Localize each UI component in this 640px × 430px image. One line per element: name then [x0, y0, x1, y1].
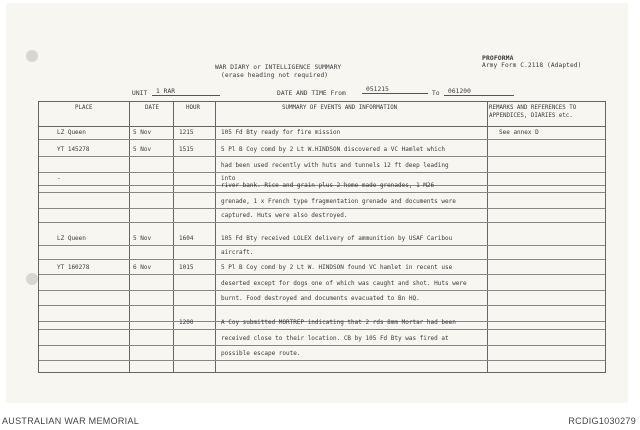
row-divider: [39, 222, 605, 223]
army-form-label: Army Form C.2118 (Adapted): [482, 62, 582, 69]
row-divider: [39, 360, 605, 361]
cell-date: 5 Nov: [133, 146, 152, 153]
cell-summary: captured. Huts were also destroyed.: [221, 212, 348, 219]
row-divider: [39, 259, 605, 260]
cell-hour: 1215: [179, 129, 194, 136]
cell-date: 5 Nov: [133, 235, 152, 242]
footer-id: RCDIG1030279: [568, 416, 636, 426]
diary-table: [38, 101, 606, 373]
row-divider: [39, 345, 605, 346]
cell-summary: 5 Pl B Coy comd by 2 Lt W.HINDSON discovered a VC Hamlet which: [221, 146, 445, 153]
unit-label: UNIT: [132, 90, 148, 97]
column-header-remarks: REMARKS AND REFERENCES TO: [489, 105, 577, 111]
cell-remarks: See annex D: [499, 129, 539, 136]
row-divider: [39, 172, 605, 173]
footer-credit: AUSTRALIAN WAR MEMORIAL: [2, 416, 140, 426]
cell-date: 6 Nov: [133, 264, 152, 271]
cell-summary: into: [221, 175, 236, 182]
cell-summary: possible escape route.: [221, 350, 301, 357]
punch-hole: [26, 50, 38, 62]
document-subtitle: (erase heading not required): [221, 72, 329, 79]
row-divider: [39, 329, 605, 330]
row-divider: [39, 290, 605, 291]
cell-hour: 1515: [179, 146, 194, 153]
header-divider: [39, 126, 605, 127]
cell-summary: burnt. Food destroyed and documents evacuated to Bn HQ.: [221, 295, 420, 302]
punch-hole: [26, 273, 38, 285]
row-divider: [39, 139, 605, 140]
column-divider: [487, 102, 488, 372]
proforma-label: PROFORMA: [482, 54, 514, 62]
cell-summary: 5 Pl B Coy comd by 2 Lt W. HINDSON found VC hamlet in recent use: [221, 264, 453, 271]
column-header-summary: SUMMARY OF EVENTS AND INFORMATION: [282, 105, 398, 111]
to-value: 061200: [444, 88, 514, 96]
cell-summary: aircraft.: [221, 249, 254, 256]
cell-place: LZ Queen: [57, 235, 86, 242]
column-divider: [215, 102, 216, 372]
cell-summary: A Coy submitted MORTREP indicating that 2 rds 8mm Mortar had been: [221, 319, 456, 326]
cell-summary: grenade, 1 x French type fragmentation grenade and documents were: [221, 198, 456, 205]
date-time-label: DATE AND TIME From: [277, 90, 346, 97]
cell-place: YT 145278: [57, 146, 90, 153]
row-divider: [39, 274, 605, 275]
column-divider: [129, 102, 130, 372]
cell-summary: river bank. Rice and grain plus 2 home made grenades, 1 M26: [221, 182, 435, 189]
cell-summary: 105 Fd Bty received LOLEX delivery of ammunition by USAF Caribou: [221, 235, 453, 242]
document-title: WAR DIARY or INTELLIGENCE SUMMARY: [215, 64, 342, 71]
row-divider: [39, 305, 605, 306]
unit-value: 1 RAR: [152, 88, 220, 96]
cell-place: YT 160278: [57, 264, 90, 271]
column-header-place: PLACE: [75, 105, 93, 111]
cell-hour: 1604: [179, 235, 194, 242]
cell-summary: had been used recently with huts and tunnels 12 ft deep leading: [221, 162, 449, 169]
cell-date: 5 Nov: [133, 129, 152, 136]
from-value: 051215: [362, 86, 428, 94]
row-divider: [39, 208, 605, 209]
column-divider: [173, 102, 174, 372]
row-divider: [39, 192, 605, 193]
column-header-remarks-sub: APPENDICES, DIARIES etc.: [489, 113, 573, 119]
row-divider: [39, 156, 605, 157]
cell-place: LZ Queen: [57, 129, 86, 136]
cell-hour: 1200: [179, 319, 194, 326]
cell-summary: deserted except for dogs one of which was caught and shot. Huts were: [221, 280, 467, 287]
footer-bar: [0, 406, 640, 430]
row-divider: [39, 245, 605, 246]
cell-summary: received close to their location. CB by 105 Fd Bty was fired at: [221, 335, 449, 342]
cell-hour: 1015: [179, 264, 194, 271]
cell-place: -: [57, 175, 61, 182]
column-header-date: DATE: [145, 105, 159, 111]
cell-summary: 105 Fd Bty ready for fire mission: [221, 129, 341, 136]
to-label: To: [432, 90, 440, 97]
column-header-hour: HOUR: [186, 105, 200, 111]
